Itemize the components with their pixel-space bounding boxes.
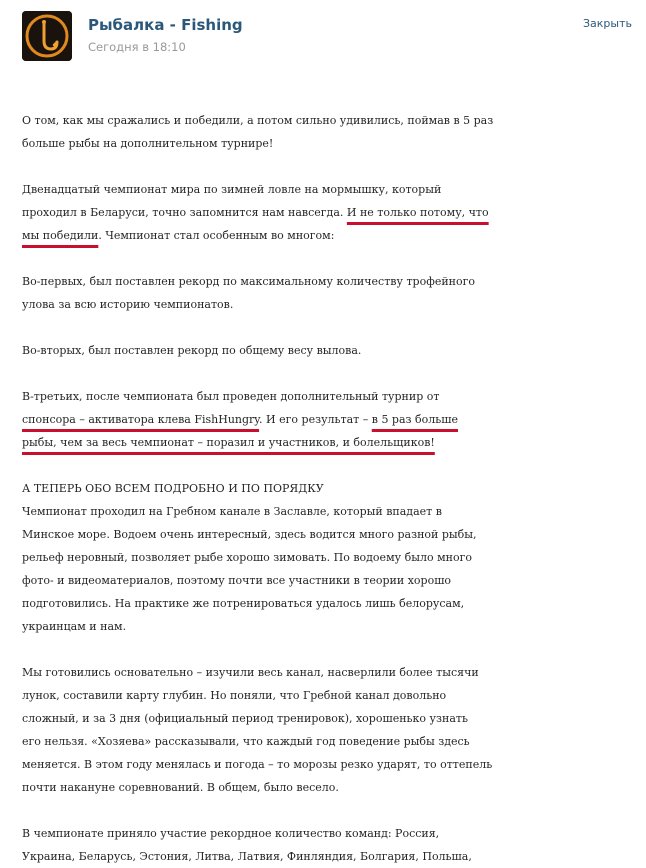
text-line: меняется. В этом году менялась и погода – то морозы резко ударят, то оттепель: [22, 758, 493, 771]
text-line: Украина, Беларусь, Эстония, Литва, Латвия, Финляндия, Болгария, Польша,: [22, 850, 472, 863]
group-name-link[interactable]: Рыбалка - Fishing: [88, 16, 243, 34]
close-button[interactable]: Закрыть: [583, 17, 632, 30]
text-line: [22, 224, 642, 247]
text-line: подготовились. На практике же потренироваться удалось лишь белорусам,: [22, 597, 465, 610]
text-line: почти накануне соревнований. В общем, было весело.: [22, 781, 339, 794]
text-line: улова за всю историю чемпионатов.: [22, 298, 234, 311]
text-line: сложный, и за 3 дня (официальный период тренировок), хорошенько узнать: [22, 712, 468, 725]
text-line: лунок, составили карту глубин. Но поняли, что Гребной канал довольно: [22, 689, 447, 702]
text-line: Минское море. Водоем очень интересный, здесь водится много разной рыбы,: [22, 528, 477, 541]
underlined-highlight: мы победили: [22, 229, 99, 242]
text-line: О том, как мы сражались и победили, а потом сильно удивились, поймав в 5 раз: [22, 114, 494, 127]
text-line: [22, 431, 642, 454]
underlined-highlight: в 5 раз больше: [371, 413, 458, 426]
text-segment: . И его результат –: [259, 413, 372, 426]
text-line: его нельзя. «Хозяева» рассказывали, что каждый год поведение рыбы здесь: [22, 735, 470, 748]
text-line: [22, 408, 642, 431]
post-text: [22, 109, 642, 868]
fishing-hook-logo-icon: [22, 11, 72, 61]
underlined-highlight: спонсора – активатора клева FishHungry: [22, 413, 260, 426]
text-line: [22, 201, 642, 224]
text-line: украинцам и нам.: [22, 620, 127, 633]
text-line: В чемпионате приняло участие рекордное количество команд: Россия,: [22, 827, 440, 840]
text-line: В-третьих, после чемпионата был проведен дополнительный турнир от: [22, 390, 440, 403]
group-avatar[interactable]: [22, 11, 72, 61]
section-heading: А ТЕПЕРЬ ОБО ВСЕМ ПОДРОБНО И ПО ПОРЯДКУ: [22, 482, 324, 495]
text-line: Во-первых, был поставлен рекорд по максимальному количеству трофейного: [22, 275, 475, 288]
text-line: Во-вторых, был поставлен рекорд по общему весу вылова.: [22, 344, 362, 357]
post-header: [0, 0, 646, 80]
underlined-highlight: рыбы, чем за весь чемпионат – поразил и участников, и болельщиков!: [22, 436, 435, 449]
text-line: Мы готовились основательно – изучили весь канал, насверлили более тысячи: [22, 666, 479, 679]
text-line: Чемпионат проходил на Гребном канале в Заславле, который впадает в: [22, 505, 442, 518]
text-line: рельеф неровный, позволяет рыбе хорошо зимовать. По водоему было много: [22, 551, 472, 564]
text-segment: . Чемпионат стал особенным во многом:: [98, 229, 335, 242]
post-timestamp[interactable]: Сегодня в 18:10: [88, 40, 186, 54]
text-segment: проходил в Беларуси, точно запомнится нам навсегда.: [22, 206, 347, 219]
text-line: фото- и видеоматериалов, поэтому почти все участники в теории хорошо: [22, 574, 452, 587]
text-line: больше рыбы на дополнительном турнире!: [22, 137, 274, 150]
text-line: Двенадцатый чемпионат мира по зимней ловле на мормышку, который: [22, 183, 442, 196]
underlined-highlight: И не только потому, что: [346, 206, 489, 219]
